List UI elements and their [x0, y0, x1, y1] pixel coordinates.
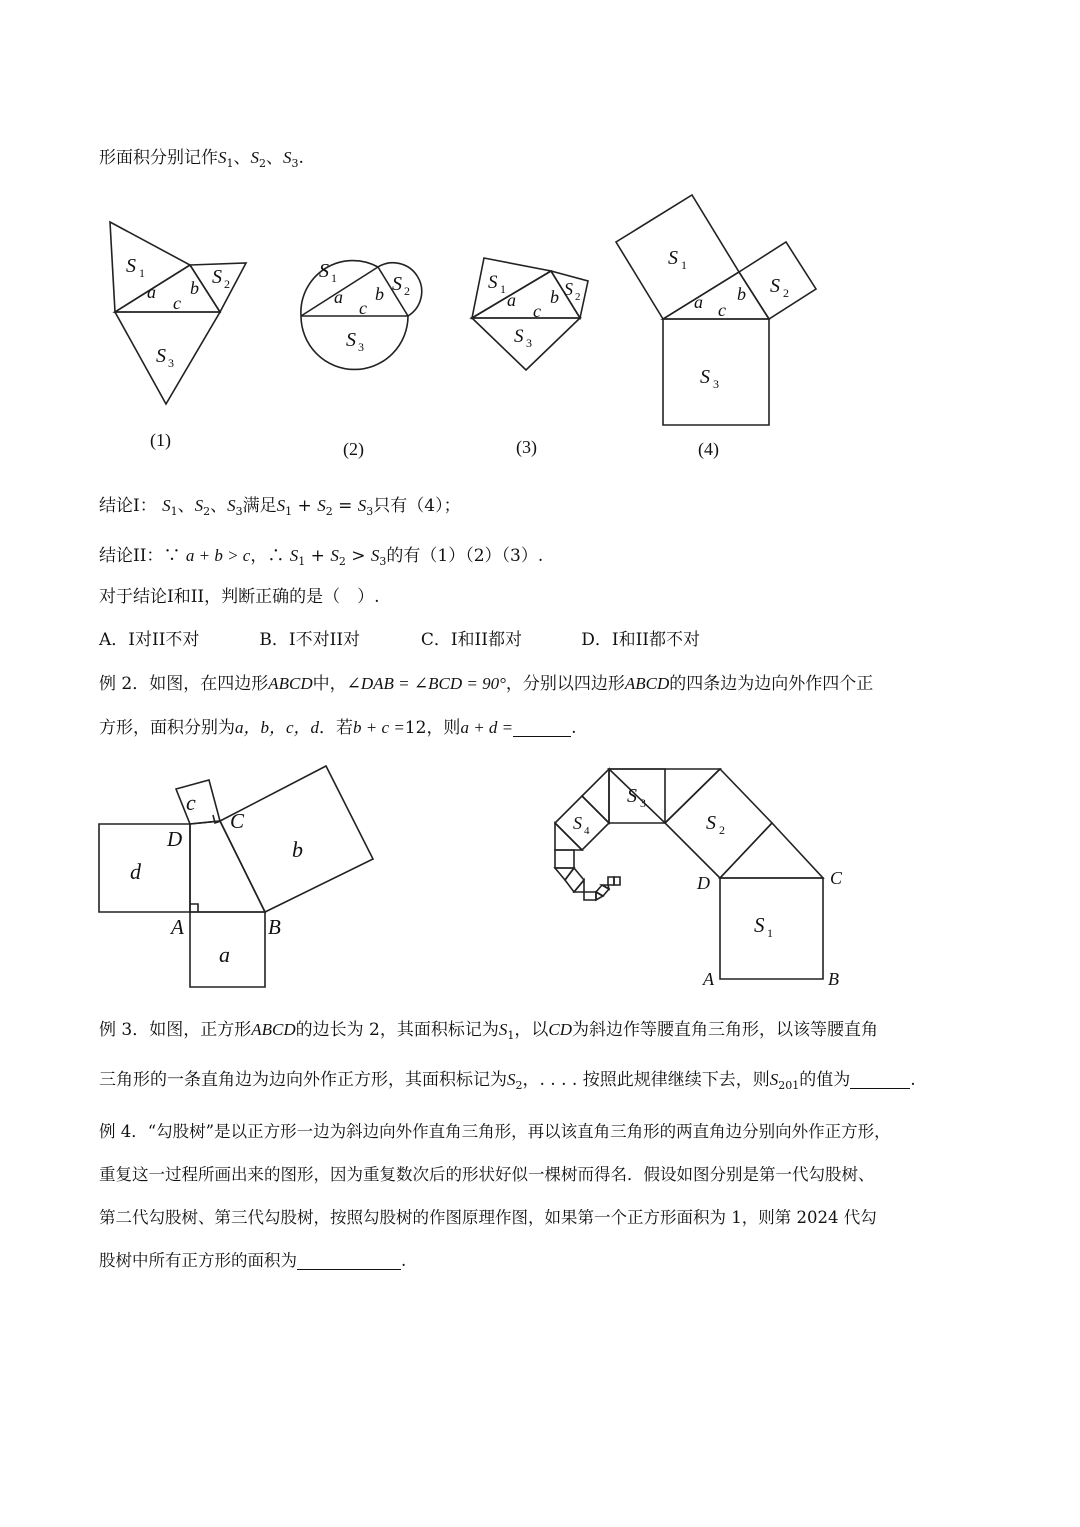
example-4-line-2: 重复这一过程所画出来的图形，因为重复数次后的形状好似一棵树而得名．假设如图分别是第一代勾股树、	[99, 1165, 875, 1184]
figure-ex3-spiral-squares	[555, 769, 843, 989]
fig3-c-label: c	[533, 301, 541, 321]
ex2-d-label: d	[130, 859, 141, 884]
fig4-s3-label: S	[700, 366, 710, 388]
option-c[interactable]: C．I和II都对	[420, 630, 522, 650]
figure-ex2-quadrilateral	[99, 766, 373, 987]
ex3-s2-label: S	[706, 812, 716, 834]
fig3-s2-label: S	[564, 279, 573, 299]
fig3-s1-label: S	[488, 272, 498, 293]
fig2-b-label: b	[375, 284, 384, 304]
answer-blank-ex4[interactable]	[297, 1251, 401, 1270]
ex2-C-label: C	[230, 809, 245, 833]
fig3-b-label: b	[550, 287, 559, 307]
example-2-line-2: 方形，面积分别为a，b，c，d．若b + c =12，则a + d = .	[99, 718, 577, 738]
example-3-line-1: 例 3．如图，正方形ABCD的边长为 2，其面积标记为$S_1$，以CD为斜边作等腰直角三角形，以该等腰直角	[99, 1020, 878, 1042]
fig4-s1-sub: 1	[681, 258, 687, 272]
fig1-caption: (1)	[150, 430, 171, 450]
fig2-s1-label: S	[319, 260, 329, 282]
ex3-s2-sub: 2	[719, 823, 725, 837]
fig1-s2-sub: 2	[224, 277, 230, 291]
ex3-D-label: D	[697, 873, 710, 893]
example-4-line-4: 股树中所有正方形的面积为 .	[99, 1251, 407, 1270]
question-text: 对于结论I和II，判断正确的是（ ）.	[99, 587, 380, 607]
example-4-line-1: 例 4．“勾股树”是以正方形一边为斜边向外作直角三角形，再以该直角三角形的两直角边分别向外作正方形，	[99, 1122, 891, 1141]
ex3-s1-label: S	[754, 913, 765, 937]
ex3-s1-sub: 1	[767, 926, 773, 940]
fig2-s1-sub: 1	[331, 271, 337, 285]
example-2-line-1: 例 2．如图，在四边形ABCD中，∠DAB = ∠BCD = 90°，分别以四边形ABCD的四条边为边向外作四个正	[99, 674, 874, 694]
intro-line: 形面积分别记作$S_1$、$S_2$、$S_3$.	[99, 148, 304, 170]
fig3-a-label: a	[507, 290, 516, 310]
fig1-s3-sub: 3	[168, 356, 174, 370]
ex2-a-label: a	[219, 942, 230, 967]
fig4-s3-sub: 3	[713, 377, 719, 391]
conclusion-2: 结论II：∵ a + b > c，∴ $S_1 + S_2 > S_3$的有（1）（2）（3）.	[99, 546, 544, 568]
fig2-s3-label: S	[346, 329, 356, 351]
fig4-a-label: a	[694, 292, 703, 312]
example-4-line-3: 第二代勾股树、第三代勾股树，按照勾股树的作图原理作图，如果第一个正方形面积为 1，则第 2024 代勾	[99, 1208, 877, 1227]
option-a[interactable]: A．I对II不对	[99, 630, 200, 650]
ex3-s4-sub: 4	[584, 825, 590, 837]
fig4-s2-sub: 2	[783, 286, 789, 300]
fig2-s2-sub: 2	[404, 284, 410, 298]
ex3-A-label: A	[703, 969, 714, 989]
ex2-b-label: b	[292, 837, 303, 862]
fig2-caption: (2)	[343, 439, 364, 459]
fig3-s3-label: S	[514, 326, 524, 347]
fig3-s3-sub: 3	[526, 336, 532, 350]
ex2-c-label: c	[186, 790, 196, 815]
fig1-b-label: b	[190, 278, 199, 298]
fig3-s1-sub: 1	[500, 282, 506, 296]
fig2-s3-sub: 3	[358, 340, 364, 354]
fig4-s1-label: S	[668, 247, 678, 269]
fig1-a-label: a	[147, 282, 156, 302]
fig1-s2-label: S	[212, 266, 222, 288]
example-3-line-2: 三角形的一条直角边为边向外作正方形，其面积标记为$S_2$，. . . . 按照此规律继续下去，则$S_{201}$的值为 .	[99, 1070, 916, 1092]
ex3-C-label: C	[830, 868, 843, 888]
fig1-s3-label: S	[156, 345, 166, 367]
fig2-a-label: a	[334, 287, 343, 307]
option-d[interactable]: D．I和II都不对	[581, 630, 700, 650]
ex3-s4-label: S	[573, 813, 582, 833]
fig2-s2-label: S	[392, 273, 402, 295]
option-b[interactable]: B．I不对II对	[259, 630, 361, 650]
fig4-b-label: b	[737, 284, 746, 304]
ex3-B-label: B	[828, 969, 839, 989]
answer-blank-ex3[interactable]	[850, 1070, 910, 1089]
ex3-s3-label: S	[627, 785, 637, 807]
ex3-s3-sub: 3	[640, 796, 646, 810]
fig4-c-label: c	[718, 300, 726, 320]
conclusion-1: 结论I： $S_1$、$S_2$、$S_3$满足$S_1 + S_2 = S_3$只有（4）；	[99, 496, 461, 518]
fig1-s1-sub: 1	[139, 266, 145, 280]
fig1-c-label: c	[173, 293, 181, 313]
ex2-B-label: B	[268, 915, 281, 939]
fig1-s1-label: S	[126, 255, 136, 277]
fig4-caption: (4)	[698, 439, 719, 459]
ex2-A-label: A	[171, 915, 184, 939]
fig3-caption: (3)	[516, 437, 537, 457]
fig3-s2-sub: 2	[575, 291, 581, 303]
ex2-D-label: D	[167, 827, 183, 851]
fig4-s2-label: S	[770, 275, 780, 297]
fig2-c-label: c	[359, 298, 367, 318]
